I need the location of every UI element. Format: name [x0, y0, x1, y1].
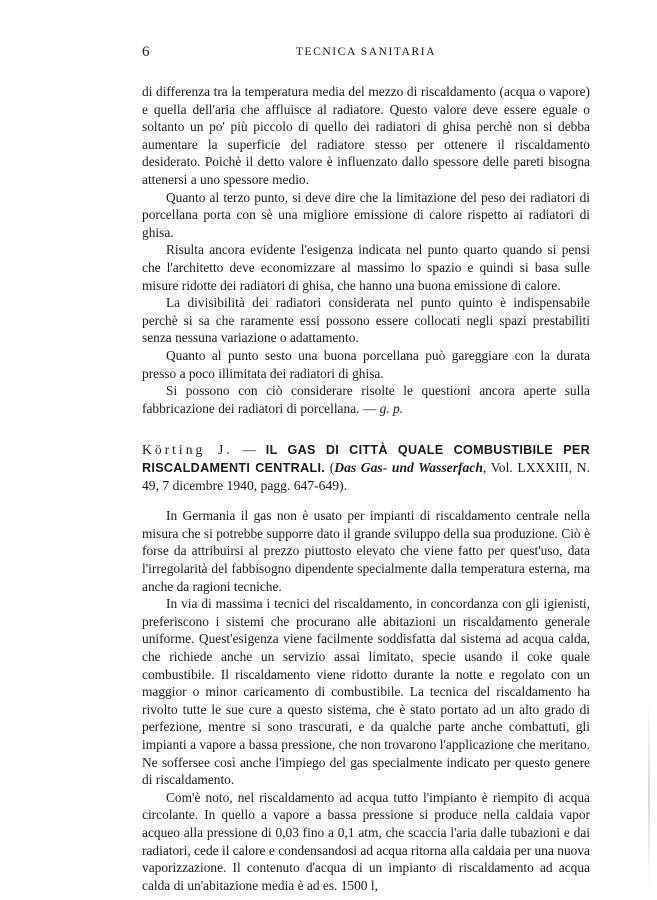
- page-body: [142, 83, 590, 894]
- heading-dash: —: [232, 442, 266, 458]
- closing-paragraph: [142, 382, 590, 417]
- page-number: 6: [142, 44, 150, 60]
- paragraph: Risulta ancora evidente l'esigenza indicata nel punto quarto quando si pensi che l'architetto deve economizzare al massimo lo spazio e quindi si basa sulle misure ridotte dei radiatori di ghisa, che hanno una buona emissione di calore.: [142, 242, 590, 293]
- signature: g. p.: [379, 400, 404, 416]
- source-open: (: [325, 460, 335, 476]
- paragraph: La divisibilità dei radiatori considerata nel punto quinto è indispensabile perchè si sa che raramente essi possono essere collocati negli spazi prestabiliti senza nessuna variazione o adattamento.: [142, 295, 590, 346]
- closing-text: Si possono con ciò considerare risolte le questioni ancora aperte sulla fabbricazione dei radiatori di porcellana. —: [142, 383, 590, 416]
- scan-edge-shadow: [648, 700, 650, 890]
- source-details: , Vol. LXXXIII, N. 49, 7 dicembre 1940, pagg. 647-649).: [142, 460, 590, 494]
- article-title: IL GAS DI CITTÀ QUALE COMBUSTIBILE PER RISCALDAMENTI CENTRALI.: [142, 443, 590, 476]
- paragraph: di differenza tra la temperatura media del mezzo di riscaldamento (acqua o vapore) e quella dell'aria che affluisce al radiatore. Questo valore deve essere eguale o soltanto un po' più piccolo di quello dei radiatori di ghisa perchè non si debba aumentare la superficie del radiatore stesso per ottenere il riscaldamento desiderato. Poichè il detto valore è influenzato dallo spessore delle pareti bisogna attenersi a uno spessore medio.: [142, 84, 590, 187]
- paragraph: Quanto al punto sesto una buona porcellana può gareggiare con la durata presso a poco illimitata dei radiatori di ghisa.: [142, 347, 590, 381]
- paragraph: Quanto al terzo punto, si deve dire che la limitazione del peso dei radiatori di porcellana porta con sè una migliore emissione di calore rispetto ai radiatori di ghisa.: [142, 189, 590, 240]
- paragraph: Com'è noto, nel riscaldamento ad acqua tutto l'impianto è riempito di acqua circolante. In quello a vapore a bassa pressione si produce nella caldaia vapor acqueo alla pressione di 0,03 fino a 0,1 atm, che scaccia l'aria dalle tubazioni e dai radiatori, cede il calore e condensandosi ad acqua ritorna alla caldaia per una nuova vaporizzazione. Il contenuto d'acqua di un impianto di riscaldamento ad acqua calda di un'abitazione media è ad es. 1500 l,: [142, 789, 590, 893]
- article-author: Körting J.: [142, 442, 233, 458]
- article-source: Das Gas- und Wasserfach: [334, 460, 483, 476]
- paragraph: In Germania il gas non è usato per impianti di riscaldamento centrale nella misura che si potrebbe supporre dato il grande sviluppo della sua produzione. Ciò è forse da attribuirsi al prezzo piuttosto elevato che viene fatto per quest'uso, data l'irregolarità del fabbisogno dipendente specialmente dalla temperatura esterna, ma anche da ragioni tecniche.: [142, 508, 590, 594]
- running-head: TECNICA SANITARIA: [295, 46, 437, 58]
- article-heading: [142, 441, 590, 495]
- paragraph: In via di massima i tecnici del riscaldamento, in concordanza con gli igienisti, preferiscono i sistemi che procurano alle abitazioni un riscaldamento generale uniforme. Quest'esigenza viene facilmente soddisfatta dal sistema ad acqua calda, che richiede anche un servizio assai limitato, specie usando il coke quale combustibile. Il riscaldamento viene ridotto durante la notte e regolato con un maggior o minor caricamento di combustibile. La tecnica del riscaldamento ha rivolto tutte le sue cure a questo sistema, che è stato portato ad un alto grado di perfezione, mentre si sono trascurati, e da qualche parte anche combattuti, gli impianti a vapore a bassa pressione, che non trovarono l'applicazione che meritano. Ne soffersee così anche l'impiego del gas specialmente indicato per questo genere di riscaldamento.: [142, 596, 590, 788]
